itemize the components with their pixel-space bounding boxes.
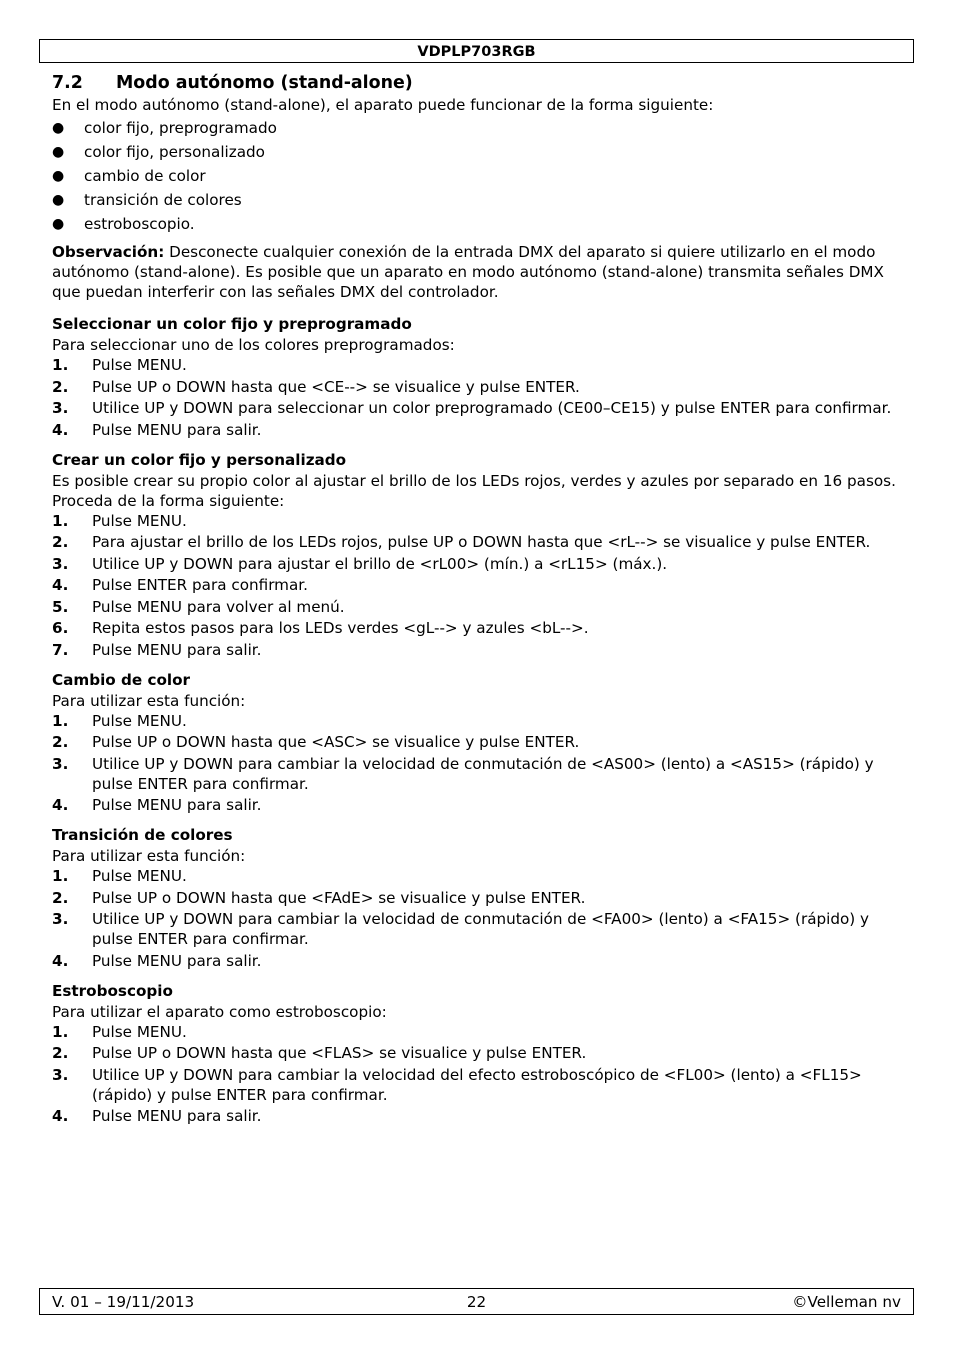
subsection-preprogrammed: [52, 314, 912, 440]
step-item: 4. Pulse MENU para salir.: [52, 796, 262, 814]
subsection-intro: Para seleccionar uno de los colores preprogramados:: [52, 336, 455, 354]
subsection-intro: Para utilizar esta función:: [52, 691, 246, 710]
steps-list: [52, 511, 912, 660]
step-item: 2. Pulse UP o DOWN hasta que <CE--> se visualice y pulse ENTER.: [52, 377, 580, 396]
page-footer: [39, 1288, 914, 1315]
subsection-custom-color: [52, 450, 912, 660]
model-name: VDPLP703RGB: [417, 44, 536, 60]
step-item: 3. Utilice UP y DOWN para cambiar la velocidad de conmutación de <FA00> (lento) a <FA15> (rápido) y pulse ENTER para confirmar.: [52, 910, 870, 948]
step-item: 3. Utilice UP y DOWN para seleccionar un color preprogramado (CE00–CE15) y pulse ENTER para confirmar.: [52, 399, 892, 417]
section-title-text: Modo autónomo (stand-alone): [116, 73, 413, 93]
section-title: [52, 71, 912, 95]
step-item: 1. Pulse MENU.: [52, 511, 187, 530]
step-item: 4. Pulse MENU para salir.: [52, 1107, 262, 1125]
step-item: 3. Utilice UP y DOWN para cambiar la velocidad del efecto estroboscópico de <FL00> (lento) a <FL15> (rápido) y pulse ENTER para confirmar.: [52, 1065, 862, 1104]
step-item: 1. Pulse MENU.: [52, 356, 187, 374]
steps-list: [52, 866, 912, 971]
list-item: ● color fijo, personalizado: [52, 143, 265, 161]
subsection-color-change: [52, 670, 912, 816]
subsection-intro: Para utilizar esta función:: [52, 847, 246, 865]
list-item: ● estroboscopio.: [52, 215, 195, 233]
subsection-color-transition: [52, 825, 912, 971]
step-item: 2. Pulse UP o DOWN hasta que <ASC> se visualice y pulse ENTER.: [52, 733, 580, 751]
step-item: 5. Pulse MENU para volver al menú.: [52, 597, 345, 616]
step-item: 1. Pulse MENU.: [52, 867, 187, 885]
page-header: [39, 39, 914, 63]
bullet-icon: ●: [52, 120, 65, 136]
step-item: 4. Pulse ENTER para confirmar.: [52, 576, 308, 594]
step-item: 7. Pulse MENU para salir.: [52, 640, 262, 659]
mode-list: [52, 118, 912, 238]
steps-list: [52, 711, 912, 816]
bullet-icon: ●: [52, 168, 65, 184]
note-label: Observación:: [52, 243, 165, 261]
step-item: 2. Pulse UP o DOWN hasta que <FLAS> se visualice y pulse ENTER.: [52, 1044, 587, 1062]
copyright: ©Velleman nv: [792, 1293, 901, 1311]
version-date: V. 01 – 19/11/2013: [52, 1293, 195, 1311]
bullet-icon: ●: [52, 216, 65, 232]
step-item: 6. Repita estos pasos para los LEDs verdes <gL--> y azules <bL-->.: [52, 619, 589, 637]
step-item: 2. Pulse UP o DOWN hasta que <FAdE> se visualice y pulse ENTER.: [52, 888, 586, 907]
subsection-intro: Para utilizar el aparato como estroboscopio:: [52, 1002, 387, 1021]
subsection-title: Seleccionar un color fijo y preprogramado: [52, 315, 412, 333]
section-intro: En el modo autónomo (stand-alone), el aparato puede funcionar de la forma siguiente:: [52, 96, 714, 114]
subsection-intro: Es posible crear su propio color al ajustar el brillo de los LEDs rojos, verdes y azules por separado en 16 pasos. Proceda de la forma siguiente:: [52, 471, 896, 510]
subsection-title: Cambio de color: [52, 670, 191, 689]
step-item: 1. Pulse MENU.: [52, 1022, 187, 1041]
list-item: ● transición de colores: [52, 191, 242, 209]
note-text: Desconecte cualquier conexión de la entrada DMX del aparato si quiere utilizarlo en el modo autónomo (stand-alone). Es posible que un aparato en modo autónomo (stand-alone) transmita señales DMX que puedan interferir con las señales DMX del controlador.: [52, 243, 884, 301]
step-item: 4. Pulse MENU para salir.: [52, 420, 262, 439]
step-item: 1. Pulse MENU.: [52, 711, 187, 730]
list-item: ● cambio de color: [52, 167, 206, 185]
steps-list: [52, 355, 912, 440]
step-item: 3. Utilice UP y DOWN para cambiar la velocidad de conmutación de <AS00> (lento) a <AS15> (rápido) y pulse ENTER para confirmar.: [52, 754, 874, 793]
page-number: 22: [466, 1293, 487, 1311]
step-item: 4. Pulse MENU para salir.: [52, 951, 262, 970]
list-item: ● color fijo, preprogramado: [52, 119, 277, 137]
subsection-strobe: [52, 981, 912, 1127]
section-number: 7.2: [52, 73, 83, 93]
page-content: [52, 71, 912, 1128]
step-item: 3. Utilice UP y DOWN para ajustar el brillo de <rL00> (mín.) a <rL15> (máx.).: [52, 554, 668, 573]
observation-note: [52, 242, 912, 302]
bullet-icon: ●: [52, 144, 65, 160]
subsection-title: Transición de colores: [52, 826, 233, 844]
subsection-title: Estroboscopio: [52, 981, 173, 1000]
subsection-title: Crear un color fijo y personalizado: [52, 450, 347, 469]
bullet-icon: ●: [52, 192, 65, 208]
step-item: 2. Para ajustar el brillo de los LEDs rojos, pulse UP o DOWN hasta que <rL--> se visualice y pulse ENTER.: [52, 533, 871, 551]
steps-list: [52, 1022, 912, 1127]
